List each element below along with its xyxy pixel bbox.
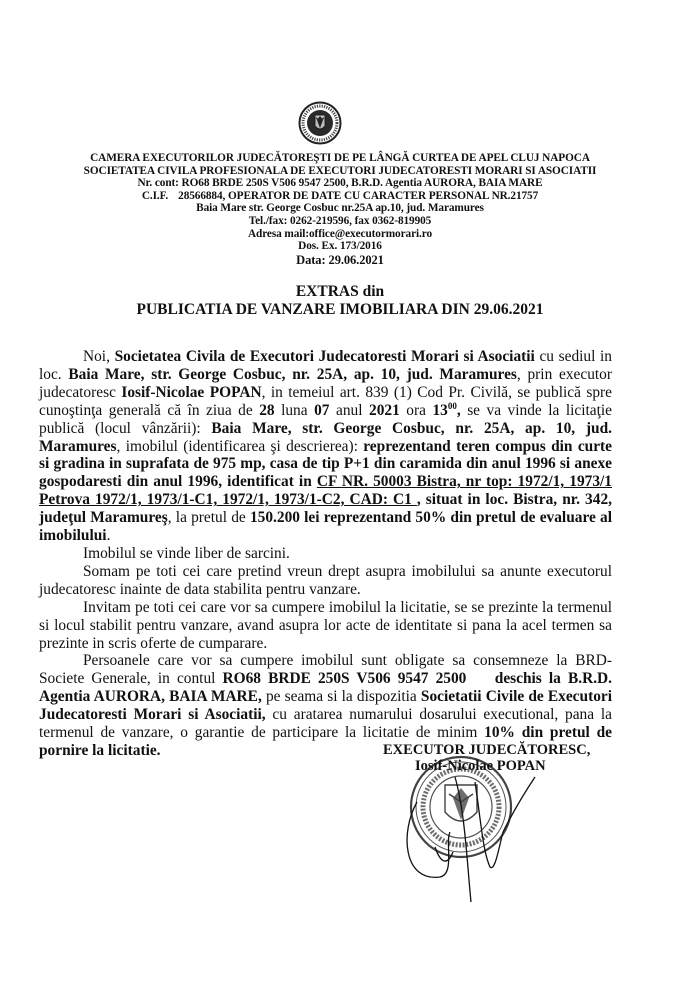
text: . xyxy=(106,527,111,545)
sale-location: Baia Mare, str. George Cosbuc, nr. 25A, ap. 10, jud. Maramures xyxy=(39,419,612,455)
official-stamp-and-signature-icon xyxy=(395,752,585,907)
text: , imobilul (identificarea şi descrierea): xyxy=(116,437,364,455)
text: , in temeiul art. 839 (1) Cod Pr. Civilă, se publică spre cunoştinţa generală că în ziua de xyxy=(39,383,612,419)
text: luna xyxy=(274,401,315,419)
text: se va vinde la licitaţie publică (locul vânzării): xyxy=(39,401,612,437)
property-location: , situat in loc. Bistra, nr. 342, judeţul Maramureş xyxy=(39,491,612,527)
sale-year: 2021 xyxy=(369,401,400,419)
header-dossier: Dos. Ex. 173/2016 xyxy=(298,240,382,253)
document-body xyxy=(39,348,612,760)
signature-block xyxy=(383,742,590,774)
header-date: Data: 29.06.2021 xyxy=(296,252,384,267)
text: Persoanele care vor sa cumpere imobilul sunt obligate sa consemneze la BRD-Societe Generale, in contul xyxy=(39,652,612,688)
signer-role: EXECUTOR JUDECĂTORESC, xyxy=(383,742,591,758)
executor-company: Societatea Civila de Executori Judecatoresti Morari si Asociatii xyxy=(114,348,535,365)
text: pe seama si la dispozitia xyxy=(261,688,421,706)
bank-account: RO68 BRDE 250S V506 9547 2500 xyxy=(222,670,467,688)
signer-name: Iosif-Nicolae POPAN xyxy=(415,758,546,774)
document-header xyxy=(40,152,640,267)
property-description: reprezentand teren compus din curte si gradina in suprafata de 975 mp, casa de tip P+1 din caramida din anul 1996 si anexe gospodaresti din anul 1996, identificat in xyxy=(39,437,612,491)
sale-month: 07 xyxy=(314,401,330,419)
text: anul xyxy=(329,401,369,419)
executor-name: Iosif-Nicolae POPAN xyxy=(121,383,262,401)
guarantee-amount: 10% din pretul de pornire la licitatie. xyxy=(39,724,612,759)
text: , la pretul de xyxy=(167,509,250,527)
land-registry-reference: CF NR. 50003 Bistra, nr top: 1972/1, 1973/1 Petrova 1972/1, 1973/1-C1, 1972/1, 1973/1-C2, CAD: C1 xyxy=(39,473,612,509)
sale-day: 28 xyxy=(259,401,275,419)
coat-of-arms-seal-icon xyxy=(298,101,342,145)
sale-hour xyxy=(432,402,460,419)
sale-price: 150.200 lei reprezentand 50% din pretul de evaluare al imobilului xyxy=(39,509,612,545)
hour: 13 xyxy=(432,401,448,419)
title-line-1: EXTRAS din xyxy=(295,283,385,300)
paragraph-no-encumbrances: Imobilul se vinde liber de sarcini. xyxy=(83,544,290,562)
punct: , xyxy=(456,401,461,419)
minutes: 00 xyxy=(447,400,457,411)
cif-label: C.I.F. xyxy=(141,189,169,202)
header-cif xyxy=(40,190,640,203)
text: ora xyxy=(399,401,433,419)
cif-text: 28566884, OPERATOR DE DATE CU CARACTER PERSONAL NR.21757 xyxy=(178,189,539,202)
text: , prin executor judecatoresc xyxy=(39,365,612,401)
header-email: Adresa mail:office@executormorari.ro xyxy=(247,227,433,240)
title-line-2: PUBLICATIA DE VANZARE IMOBILIARA DIN 29.06.2021 xyxy=(136,301,544,318)
header-company: SOCIETATEA CIVILA PROFESIONALA DE EXECUTORI JUDECATORESTI MORARI SI ASOCIATII xyxy=(83,164,597,177)
header-phone: Tel./fax: 0262-219596, fax 0362-819905 xyxy=(248,214,432,227)
text: Noi, xyxy=(83,348,115,365)
header-address: Baia Mare str. George Cosbuc nr.25A ap.10, jud. Maramures xyxy=(196,202,484,215)
text: cu sediul in loc. xyxy=(39,348,612,383)
paragraph-invitation: Invitam pe toti cei care vor sa cumpere imobilul la licitatie, se se prezinte la termenul si locul stabilit pentru vanzare, avand asupra lor acte de identitate si pana la acel termen sa prezinte in scris oferte de cumparare. xyxy=(39,598,612,652)
text: cu aratarea numarului dosarului executional, pana la termenul de vanzare, o garantie de participare la licitatie de minim xyxy=(39,706,612,742)
header-bank-account: Nr. cont: RO68 BRDE 250S V506 9547 2500, B.R.D. Agentia AURORA, BAIA MARE xyxy=(137,177,543,190)
paragraph-sale-announcement xyxy=(39,348,612,545)
header-chamber: CAMERA EXECUTORILOR JUDECĂTOREŞTI DE PE LÂNGĂ CURTEA DE APEL CLUJ NAPOCA xyxy=(90,152,590,164)
beneficiary: Societatii Civile de Executori Judecatoresti Morari si Asociatii, xyxy=(39,688,612,724)
document-title xyxy=(40,283,640,319)
company-address: Baia Mare, str. George Cosbuc, nr. 25A, ap. 10, jud. Maramures xyxy=(68,365,517,383)
bank-branch: deschis la B.R.D. Agentia AURORA, BAIA MARE, xyxy=(39,670,613,706)
paragraph-rights-notice: Somam pe toti cei care pretind vreun drept asupra imobilului sa anunte executorul judecatoresc inainte de data stabilita pentru vanzare. xyxy=(39,562,612,598)
